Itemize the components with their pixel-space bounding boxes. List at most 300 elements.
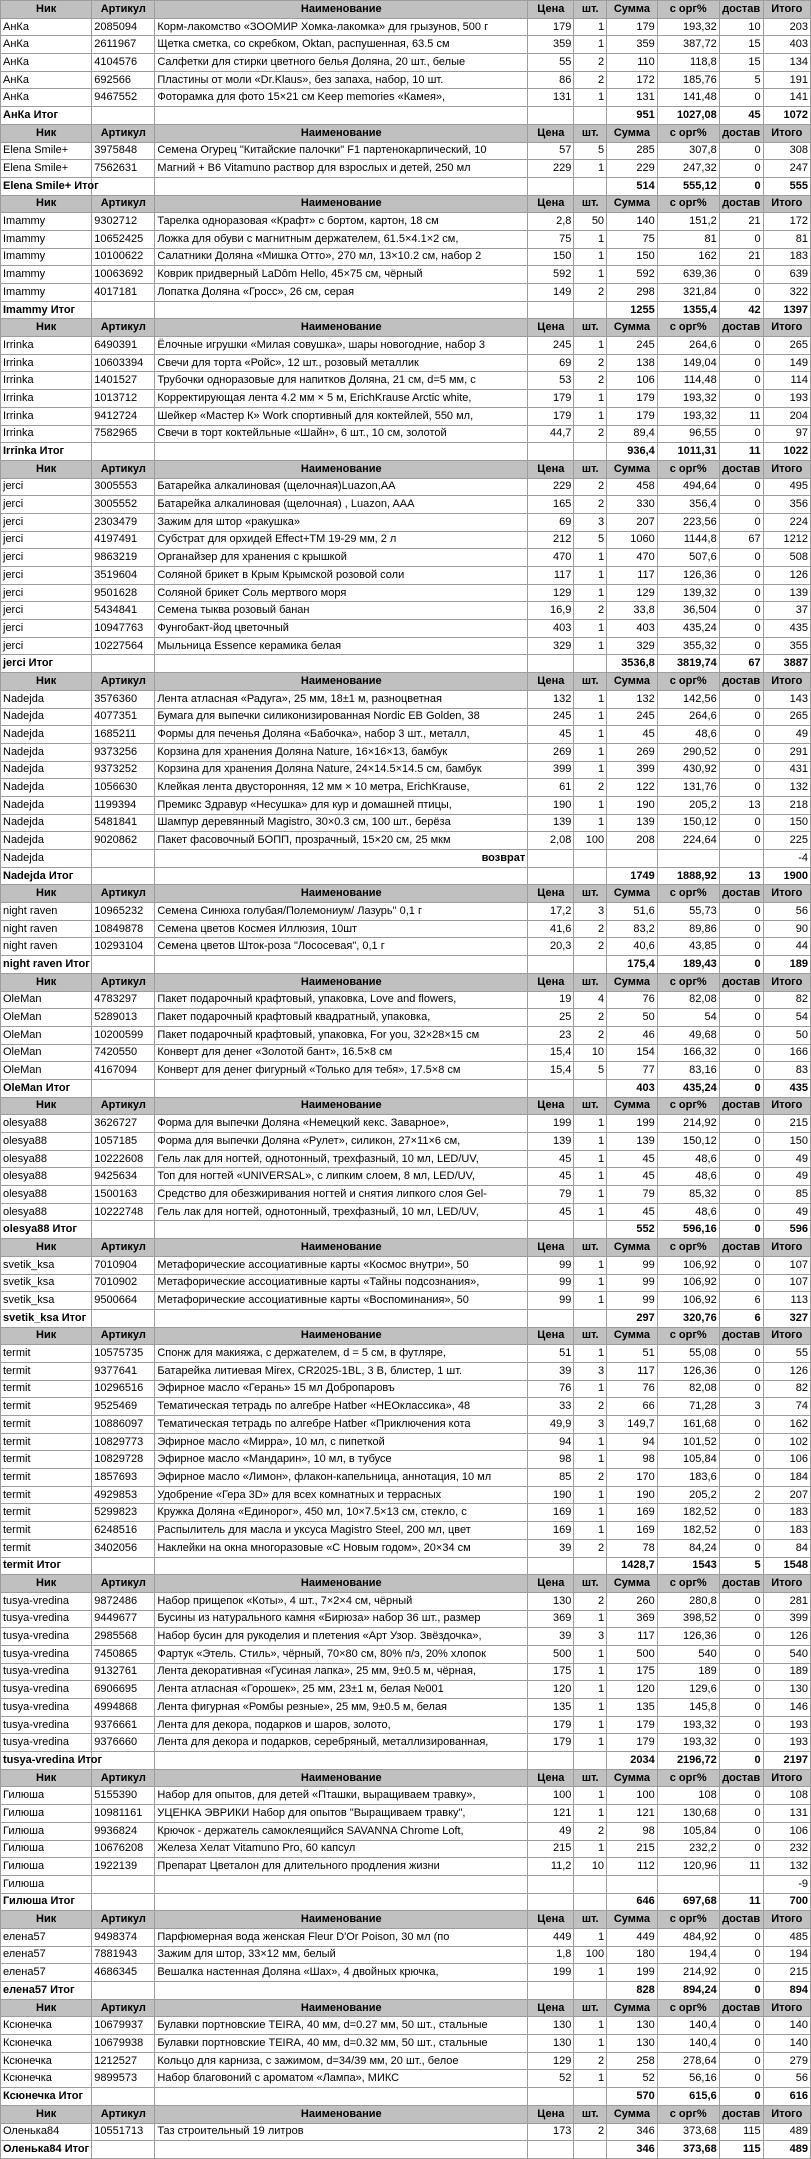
cell [92, 1982, 155, 2000]
cell: 555 [763, 177, 810, 195]
table-row [1, 991, 811, 1009]
cell: 403 [607, 620, 658, 638]
cell: tusya-vredina [1, 1734, 92, 1752]
cell: 131 [607, 89, 658, 107]
cell: Nadejda [1, 690, 92, 708]
cell: Семена Синюха голубая/Полемониум/ Лазурь" 0,1 г [155, 903, 528, 921]
cell: Мыльница Essence керамика белая [155, 637, 528, 655]
cell: 138 [607, 354, 658, 372]
cell: 45 [528, 1150, 574, 1168]
cell: 149 [528, 284, 574, 302]
cell [92, 2141, 155, 2159]
cell: 139 [528, 1133, 574, 1151]
column-header: Сумма [607, 885, 658, 903]
cell: Лента для декора и подарков, серебряный, металлизированная, [155, 1734, 528, 1752]
column-header: Артикул [92, 460, 155, 478]
cell: Лента фигурная «Ромбы резные», 25 мм, 9±0.5 м, белая [155, 1699, 528, 1717]
cell: 10293104 [92, 938, 155, 956]
cell: Премикс Здравур «Несушка» для кур и домашней птицы, [155, 796, 528, 814]
column-header: Артикул [92, 1999, 155, 2017]
cell: 82,08 [657, 991, 719, 1009]
cell: 291 [763, 743, 810, 761]
cell: 162 [763, 1416, 810, 1434]
cell: 140 [607, 213, 658, 231]
cell: 470 [528, 549, 574, 567]
cell: АнКа [1, 71, 92, 89]
cell: 170 [607, 1469, 658, 1487]
header-row [1, 885, 811, 903]
cell: 82,08 [657, 1380, 719, 1398]
cell: 101,52 [657, 1433, 719, 1451]
cell: 17,2 [528, 903, 574, 921]
cell: 355 [763, 637, 810, 655]
cell: Эфирное масло «Герань» 15 мл Добропаровъ [155, 1380, 528, 1398]
cell: 49 [763, 1150, 810, 1168]
cell [528, 1221, 574, 1239]
cell: 322 [763, 284, 810, 302]
cell: 9899573 [92, 2070, 155, 2088]
total-row [1, 867, 811, 885]
cell: 107 [763, 1274, 810, 1292]
column-header: Наименование [155, 124, 528, 142]
cell: tusya-vredina [1, 1592, 92, 1610]
table-row [1, 796, 811, 814]
cell: 330 [607, 496, 658, 514]
cell: 0 [719, 814, 763, 832]
header-row [1, 673, 811, 691]
cell: 1888,92 [657, 867, 719, 885]
cell: 399 [528, 761, 574, 779]
cell: 39 [528, 1539, 574, 1557]
table-row [1, 2123, 811, 2141]
cell: 398,52 [657, 1610, 719, 1628]
cell: 139 [607, 1133, 658, 1151]
cell: termit [1, 1345, 92, 1363]
cell: 2611967 [92, 36, 155, 54]
cell: 0 [719, 1628, 763, 1646]
header-row [1, 973, 811, 991]
column-header: Цена [528, 1999, 574, 2017]
column-header: Наименование [155, 1999, 528, 2017]
table-row [1, 1486, 811, 1504]
cell: 106 [763, 1822, 810, 1840]
cell: 117 [528, 567, 574, 585]
cell: 1 [574, 1256, 607, 1274]
cell: 4017181 [92, 284, 155, 302]
cell: Elena Smile+ Итог [1, 177, 92, 195]
column-header: Наименование [155, 1097, 528, 1115]
cell: 94 [607, 1433, 658, 1451]
cell: 33,8 [607, 602, 658, 620]
cell: 69 [528, 354, 574, 372]
cell: 76 [528, 1380, 574, 1398]
cell: 1685211 [92, 726, 155, 744]
cell: 1 [574, 708, 607, 726]
cell: 50 [574, 213, 607, 231]
cell: 7582965 [92, 425, 155, 443]
cell: 0 [719, 1681, 763, 1699]
cell: night raven [1, 920, 92, 938]
column-header: Итого [763, 1239, 810, 1257]
column-header: Артикул [92, 319, 155, 337]
cell: jerci [1, 549, 92, 567]
cell: 117 [607, 1362, 658, 1380]
cell [528, 301, 574, 319]
cell: 0 [719, 354, 763, 372]
cell: Irrinka [1, 425, 92, 443]
cell: tusya-vredina [1, 1716, 92, 1734]
cell: 134 [763, 54, 810, 72]
cell: 232 [763, 1840, 810, 1858]
cell: 3975848 [92, 142, 155, 160]
cell: 495 [763, 478, 810, 496]
cell: 2 [574, 478, 607, 496]
cell: Лопатка Доляна «Гросс», 26 см, серая [155, 284, 528, 302]
cell: jerci [1, 584, 92, 602]
cell: 85 [763, 1186, 810, 1204]
cell: Метафорические ассоциативные карты «Космос внутри», 50 [155, 1256, 528, 1274]
table-row [1, 620, 811, 638]
cell: 130 [607, 2017, 658, 2035]
cell: 0 [719, 1150, 763, 1168]
cell: 49,9 [528, 1416, 574, 1434]
cell: 132 [763, 1858, 810, 1876]
cell: 10886097 [92, 1416, 155, 1434]
cell: 1548 [763, 1557, 810, 1575]
column-header: шт. [574, 1327, 607, 1345]
cell: 0 [719, 372, 763, 390]
column-header: шт. [574, 1911, 607, 1929]
cell: 99 [528, 1274, 574, 1292]
cell: 106,92 [657, 1274, 719, 1292]
cell: 1 [574, 1681, 607, 1699]
cell: 10829728 [92, 1451, 155, 1469]
cell: 458 [607, 478, 658, 496]
total-row [1, 1752, 811, 1770]
cell: Гилюша [1, 1840, 92, 1858]
cell [528, 655, 574, 673]
cell: olesya88 [1, 1168, 92, 1186]
cell: 1749 [607, 867, 658, 885]
total-row [1, 2088, 811, 2106]
cell: 215 [528, 1840, 574, 1858]
cell: 146 [763, 1699, 810, 1717]
table-row [1, 584, 811, 602]
cell: Irrinka Итог [1, 443, 92, 461]
column-header: Цена [528, 460, 574, 478]
cell: 13 [719, 867, 763, 885]
cell: 0 [719, 2070, 763, 2088]
cell: 0 [719, 832, 763, 850]
cell: 48,6 [657, 726, 719, 744]
cell: 7420550 [92, 1044, 155, 1062]
cell: 387,72 [657, 36, 719, 54]
cell: 269 [607, 743, 658, 761]
cell: 3536,8 [607, 655, 658, 673]
cell: 96,55 [657, 425, 719, 443]
cell: 596 [763, 1221, 810, 1239]
table-row [1, 337, 811, 355]
cell: 169 [528, 1522, 574, 1540]
cell: 189,43 [657, 956, 719, 974]
cell: Препарат Цветалон для длительного продления жизни [155, 1858, 528, 1876]
cell: 99 [528, 1256, 574, 1274]
column-header: Наименование [155, 319, 528, 337]
cell: 0 [719, 284, 763, 302]
cell: 33 [528, 1398, 574, 1416]
cell: 61 [528, 779, 574, 797]
cell: 10 [719, 18, 763, 36]
cell: 112 [607, 1858, 658, 1876]
cell: 5 [574, 142, 607, 160]
cell [92, 655, 155, 673]
column-header: Сумма [607, 195, 658, 213]
cell: 21 [719, 248, 763, 266]
cell: 194 [763, 1946, 810, 1964]
cell: 9500664 [92, 1292, 155, 1310]
cell: 0 [719, 938, 763, 956]
cell: 0 [719, 496, 763, 514]
cell: Пакет подарочный крафтовый, упаковка, For you, 32×28×15 см [155, 1026, 528, 1044]
column-header: Итого [763, 319, 810, 337]
cell: Набор для опытов, для детей «Пташки, выращиваем травку», [155, 1787, 528, 1805]
cell: 10679937 [92, 2017, 155, 2035]
total-row [1, 1557, 811, 1575]
cell: 0 [719, 1009, 763, 1027]
cell [657, 850, 719, 868]
cell: Набор прищепок «Коты», 4 шт., 7×2×4 см, чёрный [155, 1592, 528, 1610]
cell: 3 [574, 513, 607, 531]
cell: 9373256 [92, 743, 155, 761]
cell: 9020862 [92, 832, 155, 850]
cell: Свечи в торт коктейльные «Шайн», 6 шт., 10 см, золотой [155, 425, 528, 443]
cell: 179 [528, 407, 574, 425]
cell: 10551713 [92, 2123, 155, 2141]
cell: 0 [719, 2017, 763, 2035]
cell: 1922139 [92, 1858, 155, 1876]
cell: 183 [763, 1522, 810, 1540]
cell: 0 [719, 1699, 763, 1717]
cell: 1355,4 [657, 301, 719, 319]
cell: 1 [574, 1928, 607, 1946]
cell: 71,28 [657, 1398, 719, 1416]
cell: Эфирное масло «Лимон», флакон-капельница, аннотация, 10 мл [155, 1469, 528, 1487]
cell [528, 2141, 574, 2159]
cell: termit Итог [1, 1557, 92, 1575]
cell: 1199394 [92, 796, 155, 814]
total-row [1, 1982, 811, 2000]
cell: jerci Итог [1, 655, 92, 673]
cell: 2197 [763, 1752, 810, 1770]
cell: jerci [1, 496, 92, 514]
cell: 10222748 [92, 1203, 155, 1221]
cell [574, 177, 607, 195]
cell: 2303479 [92, 513, 155, 531]
column-header: Наименование [155, 1, 528, 19]
table-row [1, 567, 811, 585]
cell: 106 [763, 1451, 810, 1469]
column-header: шт. [574, 1769, 607, 1787]
cell: елена57 [1, 1964, 92, 1982]
cell: 131 [528, 89, 574, 107]
cell: 10063692 [92, 266, 155, 284]
cell: 86 [528, 71, 574, 89]
cell: 139,32 [657, 584, 719, 602]
cell: 3887 [763, 655, 810, 673]
cell [574, 1079, 607, 1097]
cell: 373,68 [657, 2141, 719, 2159]
table-row [1, 1433, 811, 1451]
cell: 193 [763, 1734, 810, 1752]
cell: 570 [607, 2088, 658, 2106]
cell: 0 [719, 1362, 763, 1380]
column-header: Артикул [92, 973, 155, 991]
column-header: Ник [1, 2105, 92, 2123]
cell: 1857693 [92, 1469, 155, 1487]
cell: 107 [763, 1256, 810, 1274]
cell: 0 [719, 1203, 763, 1221]
cell: 52 [528, 2070, 574, 2088]
cell: 514 [607, 177, 658, 195]
cell: 403 [763, 36, 810, 54]
table-row [1, 832, 811, 850]
cell: 11 [719, 407, 763, 425]
cell: olesya88 [1, 1150, 92, 1168]
cell: 4167094 [92, 1062, 155, 1080]
cell: 3 [574, 1416, 607, 1434]
cell: jerci [1, 531, 92, 549]
cell: 355,32 [657, 637, 719, 655]
table-row [1, 1539, 811, 1557]
column-header: Ник [1, 673, 92, 691]
column-header: с орг% [657, 1327, 719, 1345]
cell: Ксюнечка [1, 2052, 92, 2070]
cell: 79 [607, 1186, 658, 1204]
cell: Вешалка настенная Доляна «Шах», 4 двойных крючка, [155, 1964, 528, 1982]
cell: svetik_ksa Итог [1, 1309, 92, 1327]
cell [528, 1752, 574, 1770]
cell: Булавки портновские TEIRA, 40 мм, d=0.27 мм, 50 шт., стальные [155, 2017, 528, 2035]
cell: OleMan [1, 1009, 92, 1027]
cell: 129,6 [657, 1681, 719, 1699]
column-header: Артикул [92, 885, 155, 903]
cell: 0 [719, 708, 763, 726]
column-header: Сумма [607, 460, 658, 478]
cell: 120 [607, 1681, 658, 1699]
cell: 180 [607, 1946, 658, 1964]
cell: 9449677 [92, 1610, 155, 1628]
cell: 1 [574, 761, 607, 779]
cell: 4104576 [92, 54, 155, 72]
cell: night raven Итог [1, 956, 92, 974]
column-header: Сумма [607, 1999, 658, 2017]
cell: 346 [607, 2141, 658, 2159]
table-row [1, 478, 811, 496]
cell [155, 1079, 528, 1097]
table-row [1, 1840, 811, 1858]
cell: 10981161 [92, 1805, 155, 1823]
cell: 193 [763, 1716, 810, 1734]
cell: 55,73 [657, 903, 719, 921]
cell: Ксюнечка [1, 2035, 92, 2053]
column-header: Наименование [155, 1575, 528, 1593]
cell: 1 [574, 1150, 607, 1168]
cell: 218 [763, 796, 810, 814]
table-row [1, 779, 811, 797]
column-header: Сумма [607, 673, 658, 691]
table-row [1, 1133, 811, 1151]
cell: 83 [763, 1062, 810, 1080]
cell: 1 [574, 1186, 607, 1204]
table-row [1, 1928, 811, 1946]
cell: 245 [528, 337, 574, 355]
cell: 0 [719, 1734, 763, 1752]
cell [155, 2141, 528, 2159]
cell: 132 [763, 779, 810, 797]
column-header: Итого [763, 673, 810, 691]
total-row [1, 107, 811, 125]
cell: Шампур деревянный Magistro, 30×0.3 см, 100 шт., берёза [155, 814, 528, 832]
cell: 0 [719, 1168, 763, 1186]
column-header: Итого [763, 885, 810, 903]
cell: Корректирующая лента 4.2 мм × 5 м, ErichKrause Arctic white, [155, 390, 528, 408]
cell: Imammy [1, 284, 92, 302]
cell: Эфирное масло «Мирра», 10 мл, с пипеткой [155, 1433, 528, 1451]
column-header: Артикул [92, 1911, 155, 1929]
cell: 130 [763, 1681, 810, 1699]
cell: 5155390 [92, 1787, 155, 1805]
table-row [1, 372, 811, 390]
cell: 1 [574, 266, 607, 284]
cell: 0 [719, 177, 763, 195]
column-header: с орг% [657, 2105, 719, 2123]
cell: 508 [763, 549, 810, 567]
cell: Удобрение «Гера 3D» для всех комнатных и террасных [155, 1486, 528, 1504]
column-header: достав [719, 885, 763, 903]
cell: 5 [719, 71, 763, 89]
cell: 149,7 [607, 1416, 658, 1434]
cell: Ложка для обуви с магнитным держателем, 61.5×4.1×2 см, [155, 230, 528, 248]
column-header: Итого [763, 973, 810, 991]
cell: 0 [719, 1752, 763, 1770]
cell: 639,36 [657, 266, 719, 284]
cell: 15 [719, 36, 763, 54]
cell: 56,16 [657, 2070, 719, 2088]
column-header: Сумма [607, 1769, 658, 1787]
cell: 67 [719, 531, 763, 549]
table-row [1, 1469, 811, 1487]
cell [657, 1875, 719, 1893]
cell: 484,92 [657, 1928, 719, 1946]
cell: 199 [528, 1115, 574, 1133]
cell [92, 1875, 155, 1893]
cell: olesya88 Итог [1, 1221, 92, 1239]
column-header: шт. [574, 2105, 607, 2123]
cell: 1 [574, 1380, 607, 1398]
column-header: Наименование [155, 973, 528, 991]
cell: 2 [574, 354, 607, 372]
column-header: с орг% [657, 1239, 719, 1257]
cell: Пакет фасовочный БОПП, прозрачный, 15×20 см, 25 мкм [155, 832, 528, 850]
cell: 0 [719, 230, 763, 248]
cell [574, 850, 607, 868]
cell: 66 [607, 1398, 658, 1416]
column-header: Итого [763, 1097, 810, 1115]
cell [92, 1079, 155, 1097]
cell: olesya88 [1, 1203, 92, 1221]
cell: 369 [528, 1610, 574, 1628]
cell: Соляной брикет Соль мертвого моря [155, 584, 528, 602]
